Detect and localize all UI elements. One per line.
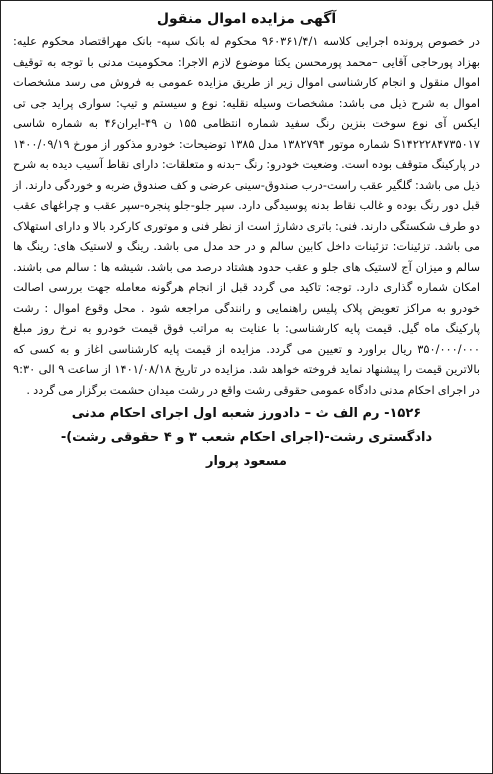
notice-title: آگهی مزایده اموال منقول — [156, 11, 337, 27]
footer-line-2: دادگستری رشت-(اجرای احکام شعب ۳ و ۴ حقوقی رشت)- — [60, 430, 433, 445]
footer-signature: مسعود پروار — [206, 454, 287, 469]
footer-line-1: ۱۵۲۶- رم الف ث – دادورز شعبه اول اجرای احکام مدنی — [71, 406, 422, 421]
notice-body: در خصوص پرونده اجرایی کلاسه ۹۶۰۳۶۱/۴/۱ محکوم له بانک سپه- بانک مهراقتصاد محکوم علیه: بهزاد پورحاجی آقایی –محمد پورمحسن یکتا موضوع لازم الاجرا: محکومیت مدنی با توجه به توقیف اموال منقول و انجام کارشناسی اموال زیر از طریق مزایده عمومی به فروش می رسد مشخصات اموال به شرح ذیل می باشد: مشخصات وسیله نقلیه: نوع و سیستم و تیپ: سواری پراید جی تی ایکس آی نوع سوخت بنزین رنگ سفید شماره انتظامی ۱۵۵ ن ۴۹-ایران۴۶ به شماره شاسی S۱۴۲۲۲۸۴۷۳۵۰۱۷ شماره موتور ۱۳۸۲۷۹۴ مدل ۱۳۸۵ توضیحات: خودرو مذکور از مورخ ۱۴۰۰/۰۹/۱۹ در پارکینگ متوقف بوده است. وضعیت خودرو: رنگ –بدنه و متعلقات: دارای نقاط آسیب دیده به شرح ذیل می باشد: گلگیر عقب راست-درب صندوق-سینی عرضی و کف صندوق ضربه و خوردگی دارند. از قبل دور رنگ بوده و غالب نقاط بدنه پوسیدگی دارد. سپر جلو-جلو پنجره-سپر عقب و چراغهای عقب دو طرف شکستگی دارند. فنی: باتری دشارژ است از نظر فنی و موتوری کارکرد بالا و دارای استهلاک می باشد. تزئینات: تزئینات داخل کابین سالم و در حد مدل می باشد. رینگ و لاستیک های: رینگ ها سالم و میزان آج لاستیک های جلو و عقب حدود هشتاد درصد می باشد. شیشه ها : سالم می باشند. امکان شماره گذاری دارد. توجه: تاکید می گردد قبل از انجام هرگونه معامله جهت بررسی اصالت خودرو به مراکز تعویض پلاک پلیس راهنمایی و رانندگی مراجعه شود . محل وقوع اموال : رشت پارکینگ ماه گیل. قیمت پایه کارشناسی: با عنایت به مراتب فوق قیمت خودرو به نرخ روز مبلغ ۳۵۰/۰۰۰/۰۰۰ ریال براورد و تعیین می گردد. مزایده از قیمت پایه کارشناسی اغاز و به کسی که بالاترین قیمت را پیشنهاد نماید فروخته خواهد شد. مزایده در تاریخ ۱۴۰۱/۰۸/۱۸ از ساعت ۹ الی ۹:۳۰ در اجرای احکام مدنی دادگاه عمومی حقوقی رشت واقع در رشت میدان حشمت برگزار می گردد . — [13, 34, 481, 397]
notice-footer — [13, 402, 480, 474]
